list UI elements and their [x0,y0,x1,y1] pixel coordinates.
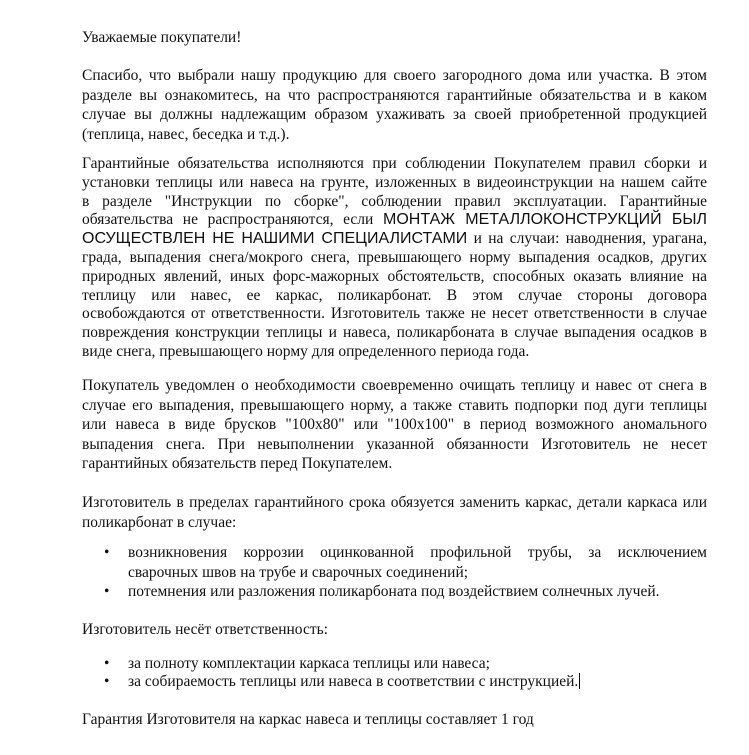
text-line: разделе вы ознакомитесь, на что распространяются гарантийные обязательства и в каком [82,86,707,104]
text-line: Спасибо, что выбрали нашу продукцию для своего загородного дома или участка. В этом [82,67,707,84]
text-line: природных явлений, иных форс-мажорных обстоятельств, способных оказать влияние на [82,267,707,285]
bullet-icon: • [104,544,110,561]
text-line: сварочных швов на трубе и сварочных соединений; [128,563,469,581]
bullet-icon: • [104,583,110,600]
bullet-icon: • [104,673,110,690]
text-line: Покупатель уведомлен о необходимости своевременно очищать теплицу и навес от снега в [82,377,707,394]
bullet-icon: • [104,655,110,672]
text-line: Гарантия Изготовителя на каркас навеса и теплицы составляет 1 год [82,711,534,728]
bullet-list-replacement [82,543,707,602]
bullet-list-responsibility [82,655,707,691]
caps-segment: МОНТАЖ МЕТАЛЛОКОНСТРУКЦИЙ БЫЛ [383,211,708,229]
list-item [82,673,707,691]
text-line: установки теплицы или навеса на грунте, изложенных в видеоинструкции на нашем сайте [82,173,707,191]
paragraph-warranty-conditions [82,155,707,362]
text-line: освобождаются от ответственности. Изготовитель также не несет ответственности в случае [82,305,707,323]
text-line: виде снега, превышающего норму для определенного периода года. [82,342,530,360]
text-cursor [579,673,580,689]
text-line: в разделе "Инструкции по сборке", соблюдении правил эксплуатации. Гарантийные [82,192,707,210]
text-line: Изготовитель в пределах гарантийного срока обязуется заменить каркас, детали каркаса или [82,494,707,511]
text-line: (теплица, навес, беседка и т.д.). [82,125,290,143]
caps-segment: ОСУЩЕСТВЛЕН НЕ НАШИМИ СПЕЦИАЛИСТАМИ [82,230,468,248]
text-line: за полноту комплектации каркаса теплицы или навеса; [128,655,490,672]
paragraph-responsibility [82,620,707,640]
text-line: Гарантийные обязательства исполняются при соблюдении Покупателем правил сборки и [82,155,707,172]
text-segment: за собираемость теплицы или навеса в соответствии с инструкцией. [128,673,579,690]
text-line [82,230,707,249]
paragraph-intro [82,66,707,144]
text-line: поликарбонат в случае: [82,513,237,531]
list-item [82,543,707,582]
paragraph-snow-cleaning [82,376,707,474]
text-line: теплицу или навес, ее каркас, поликарбонат. В этом случае стороны договора [82,286,707,304]
list-item [82,655,707,673]
text-line: повреждения конструкции теплицы и навеса, поликарбоната в случае выпадения осадков в [82,324,707,342]
text-line: случае вы должны надлежащим образом ухаживать за своей приобретенной продукцией [82,106,707,123]
greeting-text: Уважаемые покупатели! [82,29,242,46]
text-line [128,673,707,691]
text-segment: и на случаи: наводнения, урагана, [473,230,708,248]
text-line [82,211,707,230]
text-line: выпадения снега. При невыполнении указанной обязанности Изготовитель не несет [82,435,707,453]
text-line: потемнения или разложения поликарбоната под воздействием солнечных лучей. [128,583,660,600]
list-item [82,582,707,602]
text-line: Изготовитель несёт ответственность: [82,621,328,638]
text-line: града, выпадения снега/мокрого снега, превышающего норму выпадения осадков, других [82,248,707,266]
paragraph-replacement [82,493,707,532]
paragraph-warranty-period [82,710,707,730]
text-segment: обязательства не распространяются, если [82,211,374,229]
text-line: случае его выпадения, превышающего норму, а также ставить подпорки под дуги теплицы [82,396,707,414]
text-line: гарантийных обязательств перед Покупателем. [82,455,393,472]
text-line: или навеса в виде брусков "100х80" или "100х100" в период возможного аномального [82,416,707,433]
greeting [82,28,707,48]
text-line: возникновения коррозии оцинкованной профильной трубы, за исключением [128,544,707,561]
